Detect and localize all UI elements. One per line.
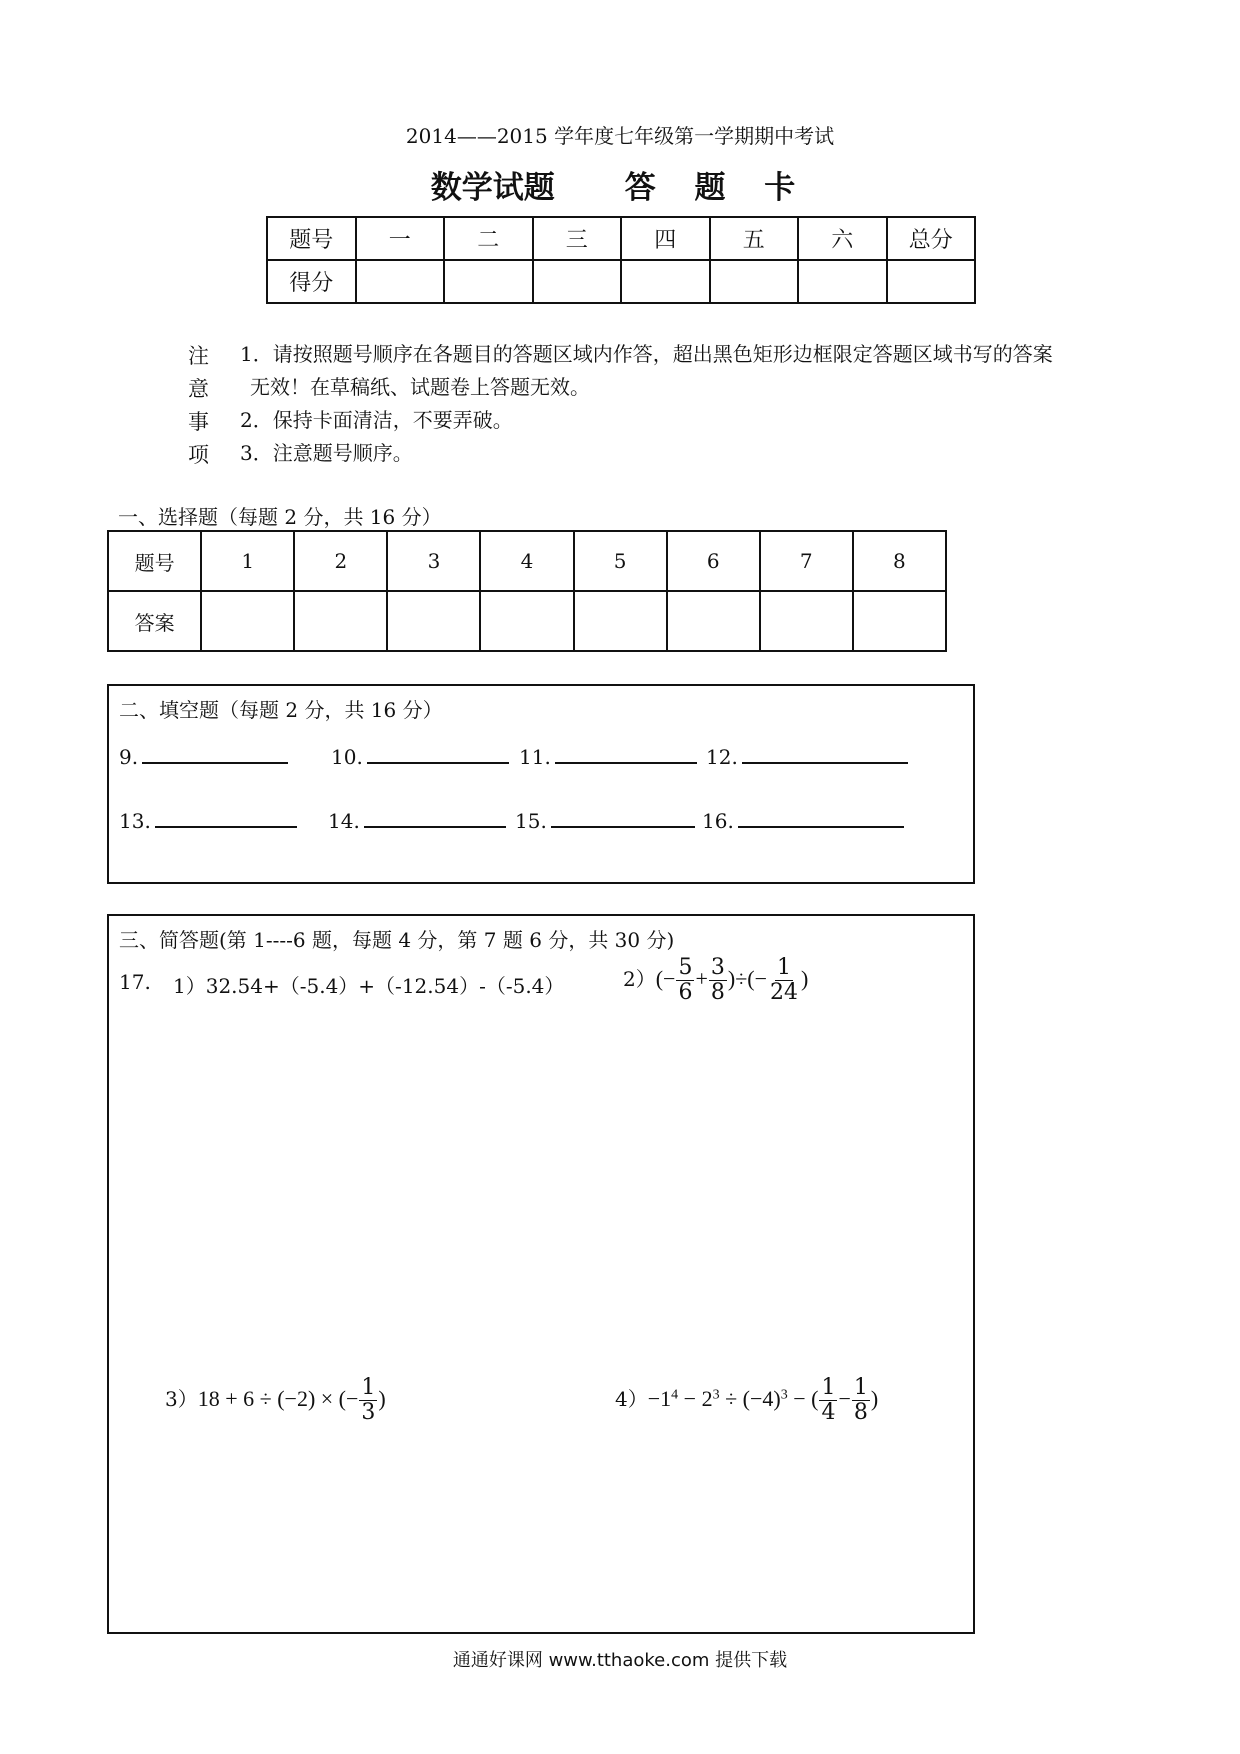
score-header-cell: 题号 xyxy=(267,217,356,260)
notice-label-char: 意 xyxy=(188,377,209,401)
fill-blank-line[interactable] xyxy=(155,808,297,828)
card-title xyxy=(0,162,1240,207)
score-header-cell: 六 xyxy=(798,217,887,260)
problem-3-label: 3） xyxy=(165,1387,198,1411)
denominator: 24 xyxy=(770,980,799,1005)
notice-item: 无效！在草稿纸、试题卷上答题无效。 xyxy=(250,375,590,399)
fill-blank-number: 11. xyxy=(519,745,551,769)
exam-header: 2014——2015 学年度七年级第一学期期中考试 xyxy=(405,124,835,148)
fraction xyxy=(819,1376,837,1425)
fraction xyxy=(676,956,694,1005)
fill-blank-item xyxy=(519,744,697,769)
choice-answer-cell[interactable] xyxy=(760,591,853,651)
score-cell[interactable] xyxy=(444,260,533,303)
question-number: 17. xyxy=(119,970,151,994)
fraction xyxy=(768,956,800,1005)
choice-answer-cell[interactable] xyxy=(387,591,480,651)
score-cell[interactable] xyxy=(356,260,445,303)
choice-number: 1 xyxy=(201,531,294,591)
exponent: 3 xyxy=(712,1387,720,1403)
notice-item: 2．保持卡面清洁，不要弄破。 xyxy=(240,408,513,432)
math-text: ) xyxy=(870,1386,879,1411)
choice-answer-cell[interactable] xyxy=(294,591,387,651)
fill-blank-item xyxy=(331,744,509,769)
fill-blank-number: 9. xyxy=(119,745,139,769)
math-text: − 2 xyxy=(678,1386,713,1411)
problem-1: 1）32.54+（-5.4）+（-12.54）-（-5.4） xyxy=(173,974,565,998)
problem-2-label: 2） xyxy=(623,967,656,991)
numerator: 5 xyxy=(678,955,693,980)
score-cell[interactable] xyxy=(621,260,710,303)
fill-blank-line[interactable] xyxy=(367,744,509,764)
choice-row-label: 答案 xyxy=(108,591,201,651)
fraction xyxy=(852,1376,870,1425)
choice-number: 4 xyxy=(480,531,573,591)
score-header-cell: 五 xyxy=(710,217,799,260)
score-row-label: 得分 xyxy=(267,260,356,303)
choice-number: 7 xyxy=(760,531,853,591)
notice-items xyxy=(240,338,1140,470)
notice-label-char: 事 xyxy=(188,410,209,434)
problem-2 xyxy=(623,956,808,1005)
choice-number: 3 xyxy=(387,531,480,591)
score-header-cell: 三 xyxy=(533,217,622,260)
problem-4-label: 4） xyxy=(615,1387,648,1411)
math-text: ) xyxy=(801,966,809,991)
score-header-cell: 总分 xyxy=(887,217,976,260)
fill-blank-number: 10. xyxy=(331,745,363,769)
math-text: −1 xyxy=(647,1386,672,1411)
fill-blank-item xyxy=(119,744,288,769)
math-text: + xyxy=(695,966,708,991)
fill-blank-line[interactable] xyxy=(142,744,288,764)
choice-answer-cell[interactable] xyxy=(667,591,760,651)
choice-row-label: 题号 xyxy=(108,531,201,591)
notice-item: 1．请按照题号顺序在各题目的答题区域内作答，超出黑色矩形边框限定答题区域书写的答案 xyxy=(240,342,1053,366)
notice-label-char: 项 xyxy=(188,443,209,467)
fraction xyxy=(359,1376,377,1425)
exponent: 4 xyxy=(671,1387,679,1403)
fill-blank-item xyxy=(328,808,506,833)
fill-blank-line[interactable] xyxy=(551,808,695,828)
score-table xyxy=(266,216,976,304)
fill-blank-line[interactable] xyxy=(555,744,697,764)
notice-label-char: 注 xyxy=(188,344,209,368)
card-title-answer-card: 答 题 卡 xyxy=(624,170,810,206)
score-cell[interactable] xyxy=(533,260,622,303)
problem-4 xyxy=(615,1376,878,1425)
numerator: 1 xyxy=(853,1375,868,1400)
math-text: ) xyxy=(378,1386,386,1411)
math-text: 18 + 6 ÷ (−2) × (− xyxy=(197,1386,359,1411)
denominator: 3 xyxy=(361,1400,376,1425)
fill-section-title: 二、填空题（每题 2 分，共 16 分） xyxy=(119,698,443,722)
numerator: 1 xyxy=(361,1375,376,1400)
fill-blank-item xyxy=(515,808,695,833)
math-text: − xyxy=(838,1386,851,1411)
math-text: )÷(− xyxy=(727,966,768,991)
exponent: 3 xyxy=(780,1387,788,1403)
choice-number: 6 xyxy=(667,531,760,591)
numerator: 1 xyxy=(777,955,792,980)
choice-number: 5 xyxy=(574,531,667,591)
fill-blank-line[interactable] xyxy=(364,808,506,828)
fill-blank-item xyxy=(119,808,297,833)
denominator: 4 xyxy=(821,1400,836,1425)
score-header-cell: 四 xyxy=(621,217,710,260)
calc-section-title: 三、简答题(第 1----6 题，每题 4 分，第 7 题 6 分，共 30 分) xyxy=(119,928,675,952)
score-header-cell: 一 xyxy=(356,217,445,260)
score-header-cell: 二 xyxy=(444,217,533,260)
notice-item: 3．注意题号顺序。 xyxy=(240,441,413,465)
fraction xyxy=(709,956,727,1005)
fill-section xyxy=(107,684,975,884)
choice-answer-cell[interactable] xyxy=(853,591,946,651)
fill-blank-line[interactable] xyxy=(738,808,904,828)
calc-section xyxy=(107,914,975,1634)
denominator: 6 xyxy=(678,980,693,1005)
card-title-subject: 数学试题 xyxy=(430,170,555,206)
problem-3 xyxy=(165,1376,386,1425)
fill-blank-item xyxy=(706,744,908,769)
numerator: 1 xyxy=(821,1375,836,1400)
choice-answer-cell[interactable] xyxy=(480,591,573,651)
choice-answer-cell[interactable] xyxy=(201,591,294,651)
numerator: 3 xyxy=(710,955,725,980)
fill-blank-number: 14. xyxy=(328,809,360,833)
fill-blank-line[interactable] xyxy=(742,744,908,764)
choice-table xyxy=(107,530,947,652)
score-cell[interactable] xyxy=(798,260,887,303)
denominator: 8 xyxy=(710,980,725,1005)
fill-blank-number: 16. xyxy=(702,809,734,833)
choice-number: 2 xyxy=(294,531,387,591)
fill-blank-number: 12. xyxy=(706,745,738,769)
fill-blank-item xyxy=(702,808,904,833)
score-cell[interactable] xyxy=(887,260,976,303)
score-cell[interactable] xyxy=(710,260,799,303)
notice-label xyxy=(188,340,214,472)
denominator: 8 xyxy=(853,1400,868,1425)
math-text: − ( xyxy=(787,1386,819,1411)
choice-number: 8 xyxy=(853,531,946,591)
footer: 通通好课网 www.tthaoke.com 提供下载 xyxy=(452,1650,788,1671)
fill-blank-number: 15. xyxy=(515,809,547,833)
fill-blank-number: 13. xyxy=(119,809,151,833)
math-text: (− xyxy=(655,966,676,991)
choice-answer-cell[interactable] xyxy=(574,591,667,651)
choice-section-title: 一、选择题（每题 2 分，共 16 分） xyxy=(118,505,442,529)
math-text: ÷ (−4) xyxy=(719,1386,781,1411)
